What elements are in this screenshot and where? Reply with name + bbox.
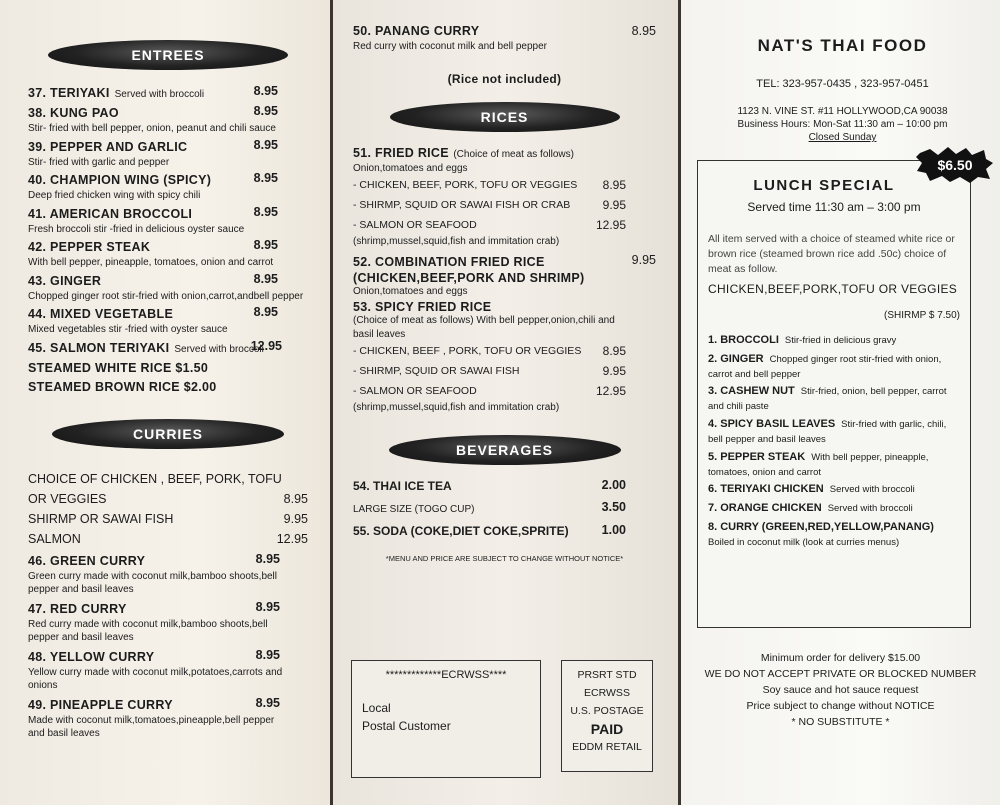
price: 8.95	[255, 551, 280, 566]
menu-item	[28, 238, 308, 270]
item-row	[28, 138, 308, 156]
item-name: 8. CURRY (GREEN,RED,YELLOW,PANANG)	[708, 521, 934, 534]
lunch-item	[708, 520, 960, 550]
lunch-item	[708, 384, 960, 414]
lunch-special-box	[697, 157, 973, 628]
option-row	[353, 195, 656, 215]
beverage-label: 54. THAI ICE TEA	[353, 478, 452, 493]
item-name: 3. CASHEW NUT	[708, 385, 795, 398]
price: 9.95	[602, 198, 626, 212]
price: 8.95	[253, 137, 278, 152]
telephone: TEL: 323-957-0435 , 323-957-0451	[756, 78, 929, 90]
item-row	[28, 104, 308, 122]
item-desc: Served with broccoli	[829, 484, 915, 496]
menu-item	[28, 600, 308, 645]
item-row	[28, 305, 308, 323]
item-name: 40. CHAMPION WING (SPICY)	[28, 173, 212, 187]
option-row	[353, 381, 656, 401]
item-desc: Yellow curry made with coconut milk,potatoes,carrots and onions	[28, 666, 283, 691]
seafood-note: (shrimp,mussel,squid,fish and immitation crab)	[353, 236, 560, 247]
lunch-item	[708, 482, 960, 498]
entrees-list	[28, 84, 308, 357]
footer-line: Price subject to change without NOTICE	[746, 700, 935, 712]
item-desc: Red curry with coconut milk and bell pepper	[353, 41, 547, 52]
item-row	[28, 339, 308, 357]
item-desc-inline: Served with broccoli	[174, 343, 264, 355]
lunch-item	[708, 417, 960, 447]
option-row	[353, 215, 656, 235]
mail-local: Local	[362, 701, 391, 715]
item-name: 46. GREEN CURRY	[28, 553, 146, 568]
option-label: - SHIRMP, SQUID OR SAWAI FISH OR CRAB	[353, 199, 571, 211]
postage-stamp	[561, 660, 653, 772]
beverages-header: BEVERAGES	[389, 435, 621, 465]
beverage-row	[353, 497, 656, 520]
item-desc: Onion,tomatoes and eggs	[353, 285, 468, 297]
price: 8.95	[602, 178, 626, 192]
meat-choices: CHICKEN,BEEF,PORK,TOFU OR VEGGIES	[708, 281, 958, 296]
beverages-list	[353, 475, 656, 542]
served-time: Served time 11:30 am – 3:00 pm	[747, 200, 921, 214]
lunch-items	[708, 333, 960, 550]
price: 8.95	[602, 344, 626, 358]
item-name: 1. BROCCOLI	[708, 333, 779, 346]
item-name: 43. GINGER	[28, 273, 102, 288]
business-hours: Business Hours: Mon-Sat 11:30 am – 10:00 pm	[737, 119, 948, 130]
price: 8.95	[255, 599, 280, 614]
stamp-line: ECRWSS	[584, 687, 630, 699]
stamp-line: EDDM RETAIL	[572, 741, 642, 753]
item-desc: Made with coconut milk,tomatoes,pineapple,bell pepper and basil leaves	[28, 714, 275, 739]
lunch-intro: All item served with a choice of steamed white rice or brown rice (steamed brown rice add .50c) choice of meat as follow.	[708, 233, 955, 276]
curry-choices	[28, 469, 308, 549]
rice-note: (Rice not included)	[447, 71, 562, 86]
price: 1.00	[601, 522, 626, 537]
salmon-option: SALMON	[28, 531, 81, 546]
curries-list	[28, 552, 308, 741]
notice: *MENU AND PRICE ARE SUBJECT TO CHANGE WITHOUT NOTICE*	[385, 553, 624, 563]
item-desc: Stir- fried with garlic and pepper	[28, 156, 170, 168]
spicy-rice-options	[353, 341, 656, 401]
item-name: 37. TERIYAKI	[28, 86, 110, 100]
price: 8.95	[283, 491, 308, 506]
mailing-box	[351, 660, 541, 778]
item-row	[28, 696, 308, 714]
right-panel	[681, 0, 1000, 805]
option-label: - SHIRMP, SQUID OR SAWAI FISH	[353, 365, 520, 377]
seafood-note: (shrimp,mussel,squid,fish and immitation crab)	[353, 402, 560, 413]
rice-line: STEAMED WHITE RICE $1.50	[28, 360, 209, 375]
price-badge	[916, 147, 994, 183]
item-name: 38. KUNG PAO	[28, 106, 119, 120]
item-name: 53. SPICY FRIED RICE	[353, 300, 492, 314]
stamp-line: U.S. POSTAGE	[570, 705, 644, 717]
item-name: 48. YELLOW CURRY	[28, 649, 155, 664]
menu-item	[28, 305, 308, 337]
stamp-line: PAID	[590, 721, 624, 737]
item-desc: Deep fried chicken wing with spicy chili	[28, 190, 201, 201]
menu-item	[28, 104, 308, 136]
footer-line: Soy sauce and hot sauce request	[762, 684, 919, 696]
closed-sunday: Closed Sunday	[808, 132, 877, 143]
price: 8.95	[255, 647, 280, 662]
item-name: 45. SALMON TERIYAKI	[28, 340, 170, 355]
option-row	[353, 175, 656, 195]
mail-stars: *************ECRWSS****	[385, 669, 507, 681]
price: 8.95	[255, 695, 280, 710]
item-name: 7. ORANGE CHICKEN	[708, 502, 822, 515]
price: 3.50	[601, 499, 626, 514]
menu-item	[28, 138, 308, 170]
item-row	[28, 171, 308, 189]
price: 9.95	[631, 252, 656, 267]
middle-panel	[333, 0, 678, 805]
curries-header: CURRIES	[52, 419, 284, 449]
beverage-row	[353, 520, 656, 542]
item-desc: Stir-fried in delicious gravy	[784, 334, 897, 346]
item-desc: Green curry made with coconut milk,bamboo shoots,bell pepper and basil leaves	[28, 570, 278, 595]
left-panel	[0, 0, 330, 805]
shrimp-option: SHIRMP OR SAWAI FISH	[28, 511, 174, 526]
footer-line: WE DO NOT ACCEPT PRIVATE OR BLOCKED NUMBER	[704, 668, 977, 680]
beverage-row	[353, 475, 656, 497]
item-desc: Stir- fried with bell pepper, onion, peanut and chili sauce	[28, 123, 276, 134]
footer-line: * NO SUBSTITUTE *	[791, 716, 890, 728]
address: 1123 N. VINE ST. #11 HOLLYWOOD,CA 90038	[737, 106, 948, 117]
price: 8.95	[253, 204, 278, 219]
menu-item	[28, 696, 308, 741]
entrees-header: ENTREES	[48, 40, 288, 70]
footer-notes	[681, 650, 1000, 730]
item-name: 47. RED CURRY	[28, 601, 127, 616]
menu-item	[28, 552, 308, 597]
option-label: - SALMON OR SEAFOOD	[353, 385, 477, 397]
price: 8.95	[253, 104, 278, 118]
price: 8.95	[253, 171, 278, 185]
item-desc: Served with broccoli	[827, 503, 913, 515]
menu-item	[28, 272, 308, 304]
item-name: 4. SPICY BASIL LEAVES	[708, 418, 836, 430]
fried-rice-options	[353, 175, 656, 235]
item-desc: With bell pepper, pineapple, tomatoes, onion and carrot	[708, 451, 929, 478]
lunch-item	[708, 333, 960, 349]
item-note: (Choice of meat as follows)	[453, 148, 574, 160]
price: 8.95	[253, 84, 278, 98]
shrimp-price: (SHIRMP $ 7.50)	[884, 309, 960, 321]
item-name: 2. GINGER	[708, 352, 764, 365]
menu-item	[28, 205, 308, 237]
item-desc: Boiled in coconut milk (look at curries menus)	[708, 537, 900, 549]
item-desc: Red curry made with coconut milk,bamboo shoots,bell pepper and basil leaves	[28, 618, 268, 643]
item-desc-inline: Served with broccoli	[114, 89, 205, 100]
option-label: - CHICKEN, BEEF, PORK, TOFU OR VEGGIES	[353, 179, 578, 191]
price: 12.95	[250, 338, 282, 353]
item-row	[28, 84, 308, 102]
lunch-item	[708, 501, 960, 517]
item-desc: Chopped ginger root stir-fried with onion, carrot and bell pepper	[708, 353, 942, 380]
menu-item	[28, 171, 308, 203]
item-name-2: (CHICKEN,BEEF,PORK AND SHRIMP)	[353, 270, 585, 285]
price: 8.95	[253, 238, 278, 252]
item-row	[28, 272, 308, 290]
item-name: 44. MIXED VEGETABLE	[28, 307, 174, 321]
item-desc: Stir-fried with garlic, chili, bell pepper and basil leaves	[708, 419, 947, 445]
item-row	[28, 552, 308, 570]
item-name: 52. COMBINATION FRIED RICE	[353, 254, 545, 269]
item-row	[28, 648, 308, 666]
item-row	[28, 600, 308, 618]
option-row	[353, 361, 656, 381]
lunch-title: LUNCH SPECIAL	[753, 177, 895, 194]
price: 12.95	[276, 531, 308, 546]
item-name: 51. FRIED RICE	[353, 145, 449, 160]
item-row	[28, 238, 308, 256]
price: 2.00	[601, 477, 626, 492]
item-name: 39. PEPPER AND GARLIC	[28, 139, 188, 154]
item-desc: Fresh broccoli stir -fried in delicious oyster sauce	[28, 223, 245, 235]
item-row	[28, 205, 308, 223]
curry-choice: CHOICE OF CHICKEN , BEEF, PORK, TOFU	[28, 471, 282, 486]
option-label: - CHICKEN, BEEF , PORK, TOFU OR VEGGIES	[353, 345, 582, 357]
menu-item	[28, 339, 308, 357]
price: 12.95	[595, 218, 626, 232]
menu-item	[28, 84, 308, 102]
lunch-item	[708, 352, 960, 382]
item-desc: Chopped ginger root stir-fried with onion,carrot,andbell pepper	[28, 290, 304, 302]
price: 12.95	[595, 384, 626, 398]
rice-line: STEAMED BROWN RICE $2.00	[28, 379, 217, 394]
option-label: - SALMON OR SEAFOOD	[353, 219, 477, 231]
badge-price: $6.50	[937, 157, 973, 173]
option-row	[353, 341, 656, 361]
item-name: 41. AMERICAN BROCCOLI	[28, 206, 193, 221]
price: 9.95	[602, 364, 626, 378]
stamp-line: PRSRT STD	[577, 669, 637, 681]
item-name: 6. TERIYAKI CHICKEN	[708, 483, 824, 496]
beverage-label: LARGE SIZE (TOGO CUP)	[353, 503, 475, 515]
item-desc: Stir-fried, onion, bell pepper, carrot and chili paste	[708, 386, 947, 413]
menu-item	[28, 648, 308, 693]
lunch-item	[708, 450, 960, 480]
steamed-rice	[28, 359, 308, 397]
footer-line: Minimum order for delivery $15.00	[760, 652, 921, 664]
curry-choice2: OR VEGGIES	[28, 491, 107, 506]
item-desc: With bell pepper, pineapple, tomatoes, onion and carrot	[28, 257, 274, 268]
item-name: 5. PEPPER STEAK	[708, 450, 806, 463]
restaurant-title: NAT'S THAI FOOD	[757, 36, 928, 55]
price: 9.95	[283, 511, 308, 526]
item-name: 50. PANANG CURRY	[353, 24, 480, 38]
item-name: 49. PINEAPPLE CURRY	[28, 697, 173, 712]
price: 8.95	[631, 24, 656, 38]
price: 8.95	[253, 271, 278, 286]
item-desc: Mixed vegetables stir -fried with oyster sauce	[28, 324, 228, 335]
item-desc: (Choice of meat as follows) With bell pepper,onion,chili and basil leaves	[353, 315, 615, 340]
item-name: 42. PEPPER STEAK	[28, 240, 151, 254]
mail-postal: Postal Customer	[362, 719, 451, 733]
rices-header: RICES	[390, 102, 620, 132]
price: 8.95	[253, 305, 278, 319]
beverage-label: 55. SODA (COKE,DIET COKE,SPRITE)	[353, 523, 569, 538]
item-desc: Onion,tomatoes and eggs	[353, 162, 468, 174]
